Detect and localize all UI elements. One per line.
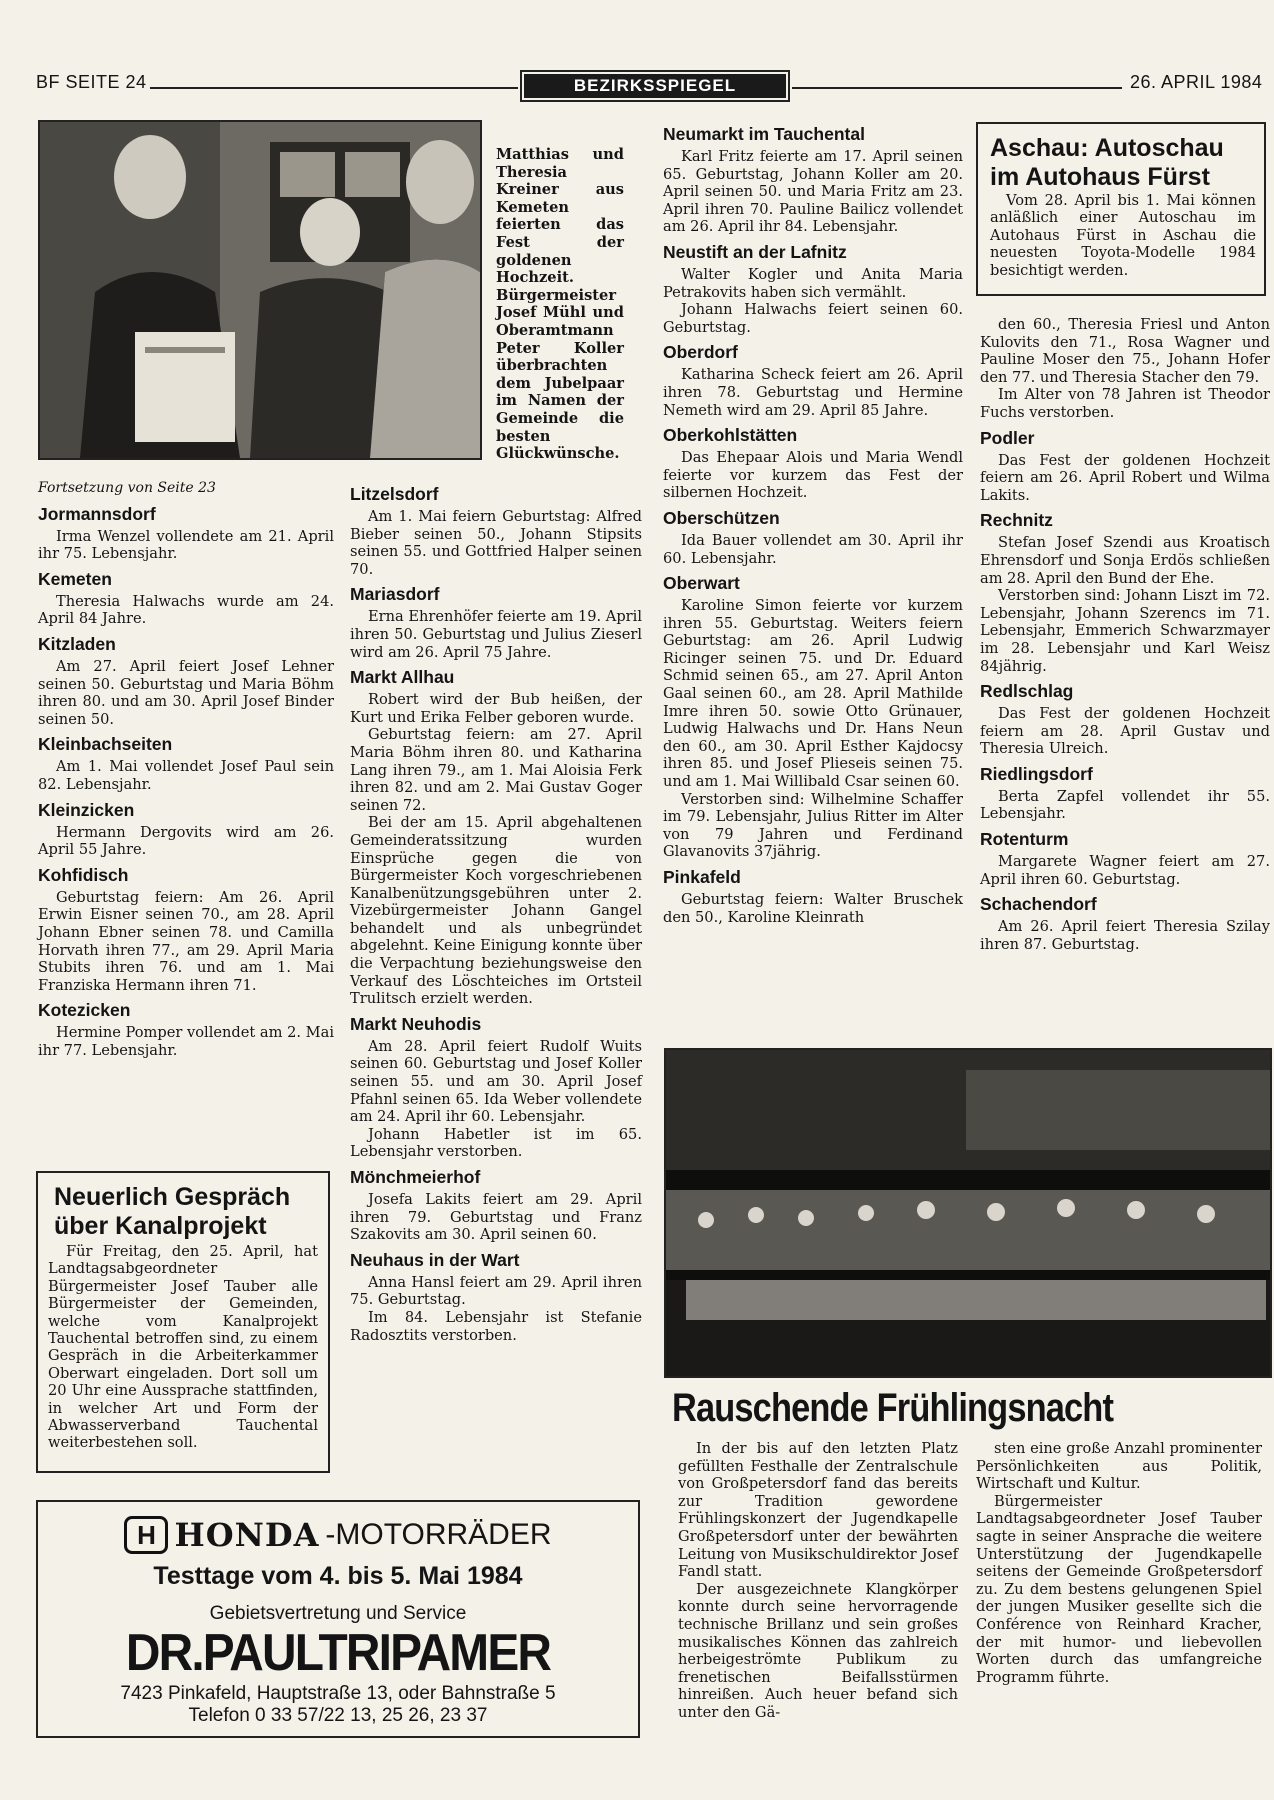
kanal-text: Für Freitag, den 25. April, hat Landtagsabgeordneter Bürgermeister Josef Tauber alle Bürgermeister der Gemeinden, welche vom Kanalprojekt Tauchental betroffen sind, zu einem Gespräch in die Arbeiterkammer Oberwart eingeladen. Dort soll um 20 Uhr eine Aussprache stattfinden, in welcher Art und Form der Abwasserverband Tauchental weiterbestehen soll. <box>48 1243 318 1452</box>
article-paragraph: sten eine große Anzahl prominenter Persönlichkeiten aus Politik, Wirtschaft und Kultur. <box>976 1440 1262 1493</box>
col1-sections <box>38 504 334 1060</box>
section-paragraph: Margarete Wagner feiert am 27. April ihren 60. Geburtstag. <box>980 853 1270 888</box>
section-paragraph: Das Fest der goldenen Hochzeit feiern am 26. April Robert und Wilma Lakits. <box>980 451 1270 504</box>
section-paragraph: Am 26. April feiert Theresia Szilay ihren 87. Geburtstag. <box>980 918 1270 953</box>
section-paragraph: Geburtstag feiern: Walter Bruschek den 50., Karoline Kleinrath <box>663 891 963 926</box>
col4-sections <box>980 428 1270 954</box>
section-title: Podler <box>980 427 1035 448</box>
aschau-text: Vom 28. April bis 1. Mai können anläßlich einer Autoschau im Autohaus Fürst in Aschau die neuesten Toyota-Modelle 1984 besichtigt werden. <box>990 192 1256 279</box>
honda-brand: HONDA <box>174 1516 320 1554</box>
column-4 <box>980 316 1270 953</box>
section-title: Markt Neuhodis <box>350 1013 482 1034</box>
concert-col-a-paras <box>678 1440 958 1722</box>
section-paragraph: Am 27. April feiert Josef Lehner seinen 50. Geburtstag und Maria Böhm ihren 80. und am 30. April Josef Binder seinen 50. <box>38 657 334 728</box>
honda-product: -MOTORRÄDER <box>325 1518 552 1551</box>
kanal-news-box <box>36 1171 330 1473</box>
section-title: Kitzladen <box>38 633 116 654</box>
article-paragraph: Bürgermeister Landtagsabgeordneter Josef Tauber sagte in seiner Ansprache die weitere Unterstützung der Jugendkapelle seitens der Gemeinde Großpetersdorf zu. Zu dem bestens gelungenen Spiel der jungen Musiker gesellte sich die Conférence von Reinhard Kracher, der mit humor- und liebevollen Worten durch das umfangreiche Programm führte. <box>976 1492 1262 1686</box>
concert-photo <box>664 1048 1272 1378</box>
section-title: Kemeten <box>38 568 112 589</box>
col3-sections <box>663 124 963 926</box>
section-paragraph: Walter Kogler und Anita Maria Petrakovits haben sich vermählt. <box>663 265 963 301</box>
section-title: Markt Allhau <box>350 667 455 688</box>
section-paragraph: Bei der am 15. April abgehaltenen Gemeinderatssitzung wurden Einsprüche gegen die von Bürgermeister Koch vorgeschriebenen Kanalbenützungsgebühren unter 2. Vizebürgermeister Johann Gangel behandelt und als unbegründet abgelehnt. Keine Einigung konnte über die Verpachtung beziehungsweise den Verkauf des Löschteiches im Ortsteil Trulitsch erzielt werden. <box>350 814 642 1008</box>
col4-lead <box>980 316 1270 422</box>
section-title: Kleinzicken <box>38 799 135 820</box>
section-paragraph: Am 28. April feiert Rudolf Wuits seinen 60. Geburtstag und Josef Koller seinen 55. und am 30. April Josef Pfahnl seinen 65. Ida Weber vollendete am 24. April ihr 60. Lebensjahr. <box>350 1037 642 1126</box>
section-paragraph: Ida Bauer vollendet am 30. April ihr 60. Lebensjahr. <box>663 531 963 567</box>
concert-col-b <box>976 1440 1262 1686</box>
honda-service: Gebietsvertretung und Service <box>209 1603 467 1624</box>
section-title: Redlschlag <box>980 681 1074 702</box>
section-title: Kleinbachseiten <box>38 734 173 755</box>
honda-brand-row <box>38 1516 638 1554</box>
section-paragraph: Das Fest der goldenen Hochzeit feiern am 28. April Gustav und Theresia Ulreich. <box>980 705 1270 758</box>
golden-wedding-photo <box>38 120 482 460</box>
section-title: Oberwart <box>663 573 740 594</box>
section-title: Riedlingsdorf <box>980 763 1093 784</box>
section-title: Neumarkt im Tauchental <box>663 124 865 144</box>
honda-phone: Telefon 0 33 57/22 13, 25 26, 23 37 <box>188 1705 488 1726</box>
section-label-box <box>520 70 790 102</box>
section-title: Kohfidisch <box>38 864 129 885</box>
section-title: Schachendorf <box>980 894 1097 915</box>
honda-testdays: Testtage vom 4. bis 5. Mai 1984 <box>153 1562 523 1590</box>
section-paragraph: Berta Zapfel vollendet ihr 55. Lebensjahr. <box>980 787 1270 823</box>
kanal-title: Neuerlich Gespräch über Kanalprojekt <box>54 1183 291 1240</box>
section-title: Mönchmeierhof <box>350 1167 481 1187</box>
aschau-title: Aschau: Autoschau im Autohaus Fürst <box>990 134 1224 191</box>
section-title: Neuhaus in der Wart <box>350 1249 520 1270</box>
concert-headline: Rauschende Frühlingsnacht <box>672 1386 1114 1430</box>
column-3 <box>663 118 963 926</box>
aschau-box <box>976 122 1266 296</box>
section-paragraph: Karl Fritz feierte am 17. April seinen 65. Geburtstag, Johann Koller am 20. April seinen 50. und Maria Fritz am 23. April ihren 70. Pauline Bailicz vollendet am 26. April ihr 84. Lebensjahr. <box>663 148 963 236</box>
section-paragraph: Verstorben sind: Johann Liszt im 72. Lebensjahr, Johann Szerencs im 71. Lebensjahr, Emmerich Schwarzmayer im 28. Lebensjahr und Karl Weisz 84jährig. <box>980 587 1270 675</box>
concert-col-a <box>678 1440 958 1722</box>
photo-caption: Matthias und Theresia Kreiner aus Kemeten feierten das Fest der goldenen Hochzeit. Bürgermeister Josef Mühl und Oberamtmann Peter Koller überbrachten dem Jubelpaar im Namen der Gemeinde die besten Glückwünsche. <box>496 146 624 463</box>
section-paragraph: Karoline Simon feierte vor kurzem ihren 55. Geburtstag. Weiters feiern Geburtstag: am 26. April Ludwig Ricinger seinen 75. und Dr. Eduard Schmid seinen 65., am 27. April Anton Gaal seinen 60., am 28. April Mathilde Imre ihren 50. sowie Otto Grünauer, Ludwig Halwachs und Dr. Hans Neun den 60., am 30. April Esther Kajdocsy ihren 85. und Josef Plieseis seinen 75. und am 1. Mai Willibald Csar seinen 60. <box>663 597 963 791</box>
section-paragraph: Irma Wenzel vollendete am 21. April ihr 75. Lebensjahr. <box>38 527 334 563</box>
section-title: Rotenturm <box>980 829 1069 850</box>
section-paragraph: Am 1. Mai vollendet Josef Paul sein 82. Lebensjahr. <box>38 758 334 793</box>
section-paragraph: Katharina Scheck feiert am 26. April ihren 78. Geburtstag und Hermine Nemeth wird am 29. April 85 Jahre. <box>663 366 963 419</box>
article-paragraph: Im Alter von 78 Jahren ist Theodor Fuchs verstorben. <box>980 386 1270 421</box>
section-title: Kotezicken <box>38 1000 131 1021</box>
section-paragraph: Geburtstag feiern: am 27. April Maria Böhm ihren 80. und Katharina Lang ihren 79., am 1. Mai Aloisia Ferk ihren 82. und am 2. Mai Gustav Goger seinen 72. <box>350 726 642 814</box>
section-paragraph: Das Ehepaar Alois und Maria Wendl feierte vor kurzem das Fest der silbernen Hochzeit. <box>663 449 963 502</box>
header-rule-right <box>792 87 1122 89</box>
section-title: Oberschützen <box>663 507 780 528</box>
header-rule-left <box>150 87 518 89</box>
section-title: Neustift an der Lafnitz <box>663 241 847 262</box>
section-paragraph: Am 1. Mai feiern Geburtstag: Alfred Bieber seinen 50., Johann Stipsits seinen 55. und Gottfried Halper seinen 70. <box>350 508 642 578</box>
section-paragraph: Im 84. Lebensjahr ist Stefanie Radosztits verstorben. <box>350 1308 642 1344</box>
section-paragraph: Theresia Halwachs wurde am 24. April 84 Jahre. <box>38 592 334 628</box>
section-title: Rechnitz <box>980 510 1053 531</box>
section-title: Jormannsdorf <box>38 503 156 524</box>
honda-h-logo-icon: H <box>124 1516 168 1554</box>
page-number: BF SEITE 24 <box>36 72 147 92</box>
section-title: Litzelsdorf <box>350 484 439 504</box>
section-title: Pinkafeld <box>663 867 741 887</box>
section-paragraph: Robert wird der Bub heißen, der Kurt und Erika Felber geboren wurde. <box>350 691 642 726</box>
continuation-note: Fortsetzung von Seite 23 <box>38 480 216 496</box>
honda-dealer: DR.PAULTRIPAMER <box>125 1624 551 1682</box>
column-2 <box>350 478 642 1344</box>
honda-address: 7423 Pinkafeld, Hauptstraße 13, oder Bahnstraße 5 <box>120 1683 556 1704</box>
section-title: Mariasdorf <box>350 584 440 605</box>
section-paragraph: Hermann Dergovits wird am 26. April 55 Jahre. <box>38 823 334 859</box>
article-paragraph: In der bis auf den letzten Platz gefüllten Festhalle der Zentralschule von Großpetersdorf fand das bereits zur Tradition gewordene Frühlingskonzert der Jugendkapelle Großpetersdorf unter der bewährten Leitung von Musikschuldirektor Josef Fandl statt. <box>678 1440 958 1581</box>
section-paragraph: Hermine Pomper vollendet am 2. Mai ihr 77. Lebensjahr. <box>38 1024 334 1059</box>
section-paragraph: Josefa Lakits feiert am 29. April ihren 79. Geburtstag und Franz Szakovits am 30. April seinen 60. <box>350 1191 642 1244</box>
honda-ad <box>36 1500 640 1738</box>
col2-sections <box>350 484 642 1344</box>
section-paragraph: Stefan Josef Szendi aus Kroatisch Ehrensdorf und Sonja Erdös schließen am 28. April den Bund der Ehe. <box>980 534 1270 587</box>
section-paragraph: Geburtstag feiern: Am 26. April Erwin Eisner seinen 70., am 28. April Johann Ebner seinen 78. und Camilla Horvath ihren 77., am 29. April Maria Stubits ihren 76. und am 1. Mai Franziska Hermann ihren 71. <box>38 888 334 994</box>
issue-date: 26. APRIL 1984 <box>1130 72 1263 92</box>
section-paragraph: Johann Halwachs feiert seinen 60. Geburtstag. <box>663 301 963 336</box>
section-title: Oberkohlstätten <box>663 425 798 446</box>
section-paragraph: Verstorben sind: Wilhelmine Schaffer im 79. Lebensjahr, Julius Ritter im Alter von 79 Jahren und Ferdinand Glavanovits 37jährig. <box>663 790 963 861</box>
section-label: BEZIRKSSPIEGEL <box>524 74 786 98</box>
article-paragraph: den 60., Theresia Friesl und Anton Kulovits den 71., Rosa Wagner und Pauline Moser den 75., Johann Hofer den 77. und Theresia Stacher den 79. <box>980 316 1270 386</box>
section-paragraph: Erna Ehrenhöfer feierte am 19. April ihren 50. Geburtstag und Julius Zieserl wird am 26. April 75 Jahre. <box>350 608 642 661</box>
section-title: Oberdorf <box>663 342 738 363</box>
column-1 <box>38 480 334 1059</box>
section-paragraph: Johann Habetler ist im 65. Lebensjahr verstorben. <box>350 1125 642 1161</box>
article-paragraph: Der ausgezeichnete Klangkörper konnte durch seine hervorragende technische Brillanz und sein großes musikalisches Können das zahlreich herbeigeströmte Publikum zu frenetischen Beifallsstürmen hinreißen. Auch heuer befand sich unter den Gä- <box>678 1580 958 1721</box>
concert-col-b-paras <box>976 1440 1262 1686</box>
section-paragraph: Anna Hansl feiert am 29. April ihren 75. Geburtstag. <box>350 1273 642 1309</box>
